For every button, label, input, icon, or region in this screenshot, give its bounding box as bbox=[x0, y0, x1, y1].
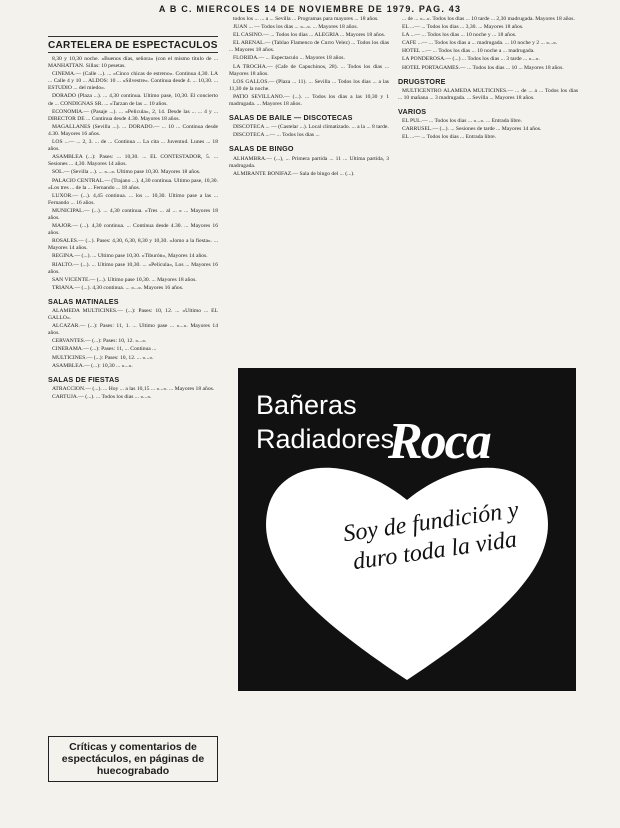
listing-entry: HOTEL PORTAGAMES.— ... Todos los dias ... 10 ... Mayores 18 años. bbox=[402, 64, 564, 71]
listing-entry: FLORIDA.— ... Espectaculo ... Mayores 18 años. bbox=[233, 55, 345, 62]
listing-entry: MULTICINES.— (...): Pases: 10, 12. ... «...». bbox=[52, 354, 154, 361]
section-heading-baile: SALAS DE BAILE — DISCOTECAS bbox=[229, 113, 353, 123]
listing-entry: HOTEL ...— ... Todos los dias ... 10 noche a ... madrugada. bbox=[402, 48, 535, 55]
drugstore-entries bbox=[398, 88, 578, 102]
listing-entry: LOS GALLOS.— (Plaza ... 11). ... Sevilla ... Todos los dias ... a las 11,30 de la noche. bbox=[229, 78, 389, 92]
section-heading-bingo: SALAS DE BINGO bbox=[229, 144, 294, 154]
listing-entry: SOL.— (Sevilla ...). ... «...». Ultimo pase 10,30. Mayores 18 años. bbox=[52, 169, 201, 176]
listing-entry: PALACIO CENTRAL.— (Trajano ...). 4,30 continua. Ultimo pase, 10,30. «Los tres ... de la ... Fernando ... 18 años. bbox=[48, 177, 218, 191]
listing-entry: LA ...— ... Todos los dias ... 10 noche y ... 18 años. bbox=[402, 32, 517, 39]
criticas-note-box: Críticas y comentarios de espectáculos, en páginas de huecograbado bbox=[48, 736, 218, 782]
column-1 bbox=[48, 56, 218, 402]
listing-entry: MULTICENTRO ALAMEDA MULTICINES.— ... de ... a ... Todos los dias ... 10 mañana ... 3 madrugada. ... Sevilla ... Mayores 18 años. bbox=[398, 87, 578, 101]
listing-entry: 8,30 y 10,30 noche. «Buenos días, señora» (con el mismo título de ... MANHATTAN. Sillas: 10 pesetas. bbox=[48, 56, 218, 70]
roca-logo: Roca bbox=[388, 413, 490, 470]
section-heading-drugstore: DRUGSTORE bbox=[398, 76, 446, 86]
listing-entry: CINEMA.— (Calle ...). ... «Cinco chicas de estreno». Continua 4,30. LA ... Calle 4 y 10 ... ALDOS: 10 ... «Silvestre». Continua desde 4. ... 10,30. ... ESTUDIO ... del miedo». bbox=[48, 71, 218, 92]
listing-entry: ASAMBLEA (...): Pases: ... 10,30. ... EL CONTESTADOR, 5. ... Sesiones ... 4,30. Mayores 14 años. bbox=[48, 154, 218, 168]
listing-entry: ALHAMBRA.— (...), ... Primera partida ... 11 ... Ultima partida, 3 madrugada. bbox=[229, 155, 389, 169]
listing-entry: JUAN ... — Todos los dias ... «...». ... Mayores 18 años. bbox=[233, 24, 358, 31]
page-title: CARTELERA DE ESPECTACULOS bbox=[48, 40, 218, 51]
listing-entry: todos los ... ... a ... Sevilla ... Programas para mayores ... 18 años. bbox=[233, 16, 379, 22]
listing-entry: ... de ... «...». Todos los dias ... 10 tarde ... 2,30 madrugada. Mayores 18 años. bbox=[402, 16, 575, 22]
listing-entry: MUNICIPAL.— (...). ... 4,30 continua. «Tres ... al ... » ... Mayores 18 años. bbox=[48, 207, 218, 221]
listing-entry: EL ...— ... Todos los dias ... 3,30. ... Mayores 18 años. bbox=[402, 24, 524, 31]
roca-advertisement bbox=[238, 368, 576, 691]
listing-entry: MAJOR.— (...). 4,30 continua. ... Continua desde 4.30. ... Mayores 16 años. bbox=[48, 223, 218, 237]
listing-entry: ALMIRANTE BONIFAZ.— Sala de bingo del ... (...). bbox=[233, 170, 355, 177]
listing-entry: ALAMEDA MULTICINES.— (...): Pases: 10, 12. ... «Ultimo ... EL GALLO». bbox=[48, 308, 218, 322]
listing-entry: CAFE ...— ... Todos los dias a ... madrugada. ... 10 noche y 2 ... «...». bbox=[402, 40, 558, 47]
listing-entry: SAN VICENTE.— (...). Ultimo pase 10,30. ... Mayores 18 años. bbox=[52, 276, 197, 283]
listing-entry: ECONOMIA.— (Pasaje ...). ... «Pelicula», 2, 14. Desde las ... ... 4 y ... DIRECTOR DE ... Continua desde 4.30. Mayores 18 años. bbox=[48, 108, 218, 122]
col1-entries bbox=[48, 56, 218, 292]
ad-slogan: Soy de fundición y duro toda la vida bbox=[341, 496, 521, 576]
listing-entry: LUXOR.— (...). 4,45 continua. ... los ... 10,30. Ultimo pase a las ... Fernando ... 16 años. bbox=[48, 192, 218, 206]
listing-entry: REGINA.— (...). ... Ultimo pase 10,30. «Tiburón», Mayores 14 años. bbox=[52, 253, 208, 260]
brand-line-banneras: Bañeras bbox=[256, 390, 357, 420]
fiestas-entries bbox=[48, 386, 218, 401]
listing-entry: LA TROCHA.— (Cafe de Capuchinos, 28). ... Todos los dias ... Mayores 18 años. bbox=[229, 63, 389, 77]
listing-entry: LA PONDEROSA.— (...) ... Todos los dias ... 3 tarde ... «...». bbox=[402, 56, 540, 63]
listing-entry: ALCAZAR.— (...): Pases: 11, 1. ... Ultimo pase ... «...». Mayores 14 años. bbox=[48, 323, 218, 337]
top-rule bbox=[48, 36, 218, 37]
column-3 bbox=[398, 16, 578, 142]
listing-entry: EL PUL.— ... Todos los dias ... «...». ... Entrada libre. bbox=[402, 118, 523, 125]
section-heading-matinales: SALAS MATINALES bbox=[48, 296, 119, 306]
listing-entry: CARRUSEL.— (...). ... Sesiones de tarde ... Mayores 14 años. bbox=[402, 126, 542, 133]
listing-entry: RIALTO.— (...). ... Ultimo pase 10,30. ... «Película», Los ... Mayores 16 años. bbox=[48, 261, 218, 275]
listing-entry: CARTUJA.— (...). ... Todos los dias ... «...». bbox=[52, 393, 152, 400]
section-heading-varios: VARIOS bbox=[398, 106, 427, 116]
baile-entries bbox=[229, 124, 389, 139]
listing-entry: TRIANA.— (...). 4,30 continua. ... «...». Mayores 16 años. bbox=[52, 284, 184, 291]
listing-entry: DORADO (Plaza ...). ... 4,30 continua. Ultimo pase, 10,30. El concierto de ... CONDIGNAS SR. ... «Tarzan de las ... 10 años. bbox=[48, 93, 218, 107]
listing-entry: ASAMBLEA.— (...): 10,30 ... «...». bbox=[52, 362, 133, 369]
section-heading-fiestas: SALAS DE FIESTAS bbox=[48, 374, 120, 384]
varios-entries bbox=[398, 118, 578, 141]
listing-entry: CINERAMA.— (...): Pases: 11, ... Continua ... bbox=[52, 346, 157, 353]
listing-entry: ATRACCION.— (...). ... Hoy ... a las 10,15 ... «...». ... Mayores 18 años. bbox=[52, 385, 215, 392]
listing-entry: DISCOTECA ...— ... Todos los dias ... bbox=[233, 132, 320, 139]
col3-entries bbox=[398, 16, 578, 72]
column-2 bbox=[229, 16, 389, 179]
listing-entry: MAGALLANES (Sevilla ...). ... DORADO.— ... 10 ... Continua desde 4.30. Mayores 16 años. bbox=[48, 123, 218, 137]
listing-entry: PATIO SEVILLANO.— (...). ... Todos los dias a las 10,30 y 1 madrugada. ... Mayores 18 años. bbox=[229, 93, 389, 108]
matinales-entries bbox=[48, 308, 218, 370]
brand-lines bbox=[256, 388, 394, 456]
listing-entry: EL ARENAL.— (Tablao Flamenco de Curro Velez) ... Todos los dias ... Mayores 18 años. bbox=[229, 40, 389, 54]
brand-line-radiadores: Radiadores bbox=[256, 424, 395, 454]
col2-entries bbox=[229, 16, 389, 108]
bingo-entries bbox=[229, 156, 389, 178]
listing-entry: LOS ...— ... 2, 3. ... de ... Continua ... La cita ... Juventud. Lunes ... 18 años. bbox=[48, 139, 218, 153]
listing-entry: EL ...— ... Todos los dias ... Entrada libre. bbox=[402, 134, 497, 141]
listing-entry: EL CASINO.— ... Todos los dias ... ALEGRIA ... Mayores 18 años. bbox=[233, 32, 386, 39]
page-header: A B C. MIERCOLES 14 DE NOVIEMBRE DE 1979. PAG. 43 bbox=[158, 4, 462, 14]
listing-entry: CERVANTES.— (...): Pases: 10, 12. «...». bbox=[52, 338, 147, 345]
listing-entry: ROSALES.— (...). Pases: 4,30, 6,30, 8,30 y 10,30. «Jomo a la fiesta». ... Mayores 14 años. bbox=[48, 238, 218, 252]
listing-entry: DISCOTECA ... — (Castelar ...). Local climatizado. ... a la ... 8 tarde. bbox=[233, 124, 389, 131]
